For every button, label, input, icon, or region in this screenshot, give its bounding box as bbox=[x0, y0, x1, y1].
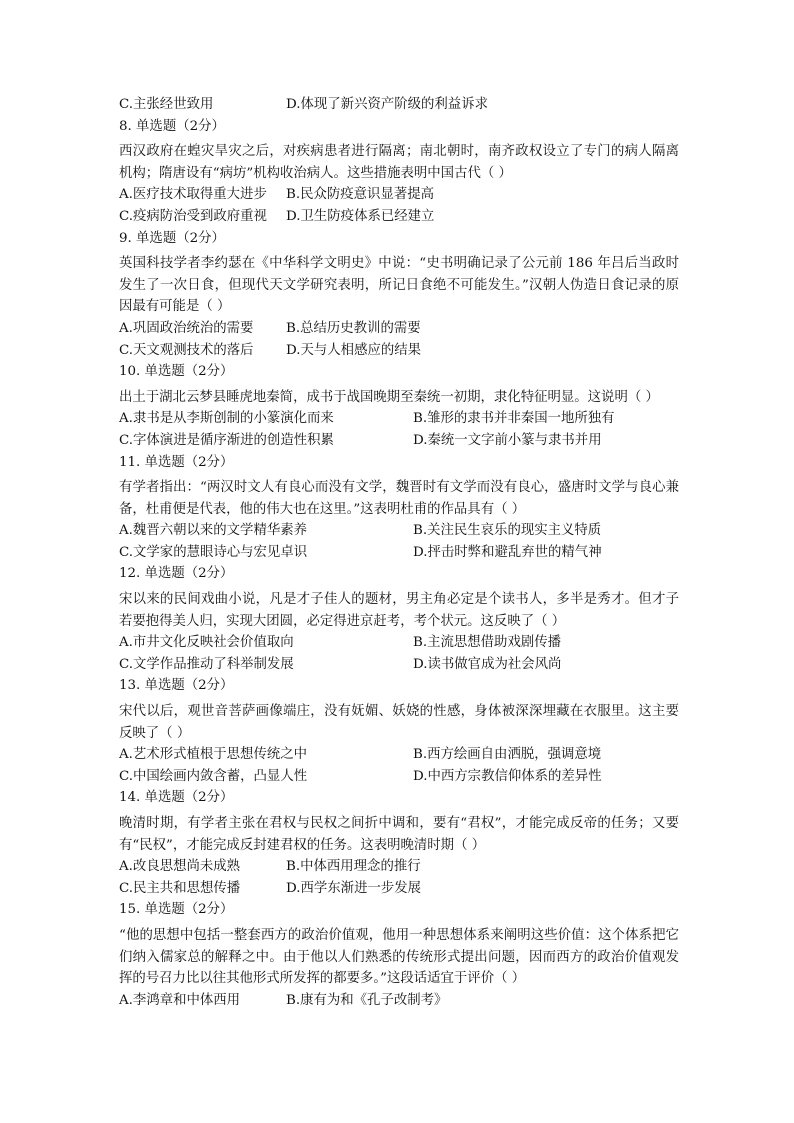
question-12-header: 12. 单选题（2分） bbox=[119, 566, 234, 582]
option-d: D.卫生防疫体系已经建立 bbox=[286, 208, 435, 224]
option-c: C.疫病防治受到政府重视 bbox=[119, 208, 267, 224]
question-11-stem: 有学者指出：“两汉时文人有良心而没有文学，魏晋时有文学而没有良心，盛唐时文学与良心兼备，杜甫便是代表，他的伟大也在这里。”这表明杜甫的作品具有（ ） bbox=[119, 480, 679, 517]
question-8-stem: 西汉政府在蝗灾旱灾之后，对疾病患者进行隔离；南北朝时，南齐政权设立了专门的病人隔离机构；隋唐设有“病坊”机构收治病人。这些措施表明中国古代（ ） bbox=[119, 144, 679, 181]
option-row bbox=[119, 856, 679, 878]
question-15-stem: “他的思想中包括一整套西方的政治价值观，他用一种思想体系来阐明这些价值：这个体系把它们纳入儒家总的解释之中。由于他以人们熟悉的传统形式提出问题，因而西方的政治价值观发挥的号召力比以往其他形式所发挥的都要多。”这段话适宜于评价（ ） bbox=[119, 927, 679, 987]
question-11-header: 11. 单选题（2分） bbox=[119, 454, 234, 470]
option-a: A.市井文化反映社会价值取向 bbox=[119, 635, 294, 651]
option-row bbox=[119, 878, 679, 900]
option-d: D.天与人相感应的结果 bbox=[286, 342, 422, 358]
option-row bbox=[119, 94, 679, 116]
option-row bbox=[119, 408, 679, 430]
question-15-header: 15. 单选题（2分） bbox=[119, 902, 234, 918]
option-c: C.字体演进是循序渐进的创造性积累 bbox=[119, 432, 334, 448]
option-a: A.改良思想尚未成熟 bbox=[119, 859, 241, 875]
option-row bbox=[119, 206, 679, 228]
option-b: B.民众防疫意识显著提高 bbox=[286, 187, 435, 203]
option-row bbox=[119, 318, 679, 340]
option-d: D.西学东渐进一步发展 bbox=[286, 880, 422, 896]
question-10-header: 10. 单选题（2分） bbox=[119, 364, 234, 380]
option-c: C.中国绘画内敛含蓄，凸显人性 bbox=[119, 768, 308, 784]
question-13-header: 13. 单选题（2分） bbox=[119, 678, 234, 694]
question-14-stem: 晚清时期，有学者主张在君权与民权之间折中调和，要有“君权”，才能完成反帝的任务；又要有“民权”，才能完成反封建君权的任务。这表明晚清时期（ ） bbox=[119, 816, 679, 853]
option-d: D.秦统一文字前小篆与隶书并用 bbox=[413, 432, 602, 448]
option-row bbox=[119, 340, 679, 362]
option-a: A.隶书是从李斯创制的小篆演化而来 bbox=[119, 411, 334, 427]
option-row bbox=[119, 766, 679, 788]
question-8-header: 8. 单选题（2分） bbox=[119, 118, 225, 134]
option-c: C.民主共和思想传播 bbox=[119, 880, 241, 896]
option-row bbox=[119, 520, 679, 542]
option-row bbox=[119, 990, 679, 1012]
question-9-header: 9. 单选题（2分） bbox=[119, 230, 225, 246]
question-14-header: 14. 单选题（2分） bbox=[119, 790, 234, 806]
option-b: B.康有为和《孔子改制考》 bbox=[286, 992, 448, 1008]
option-b: B.西方绘画自由洒脱，强调意境 bbox=[413, 747, 602, 763]
option-d: D.抨击时弊和避乱弃世的精气神 bbox=[413, 544, 602, 560]
option-row bbox=[119, 542, 679, 564]
option-b: B.总结历史教训的需要 bbox=[286, 320, 421, 336]
option-d: D.中西方宗教信仰体系的差异性 bbox=[413, 768, 602, 784]
question-13-stem: 宋代以后，观世音菩萨画像端庄，没有妩媚、妖娆的性感，身体被深深埋藏在衣服里。这主要反映了（ ） bbox=[119, 704, 679, 741]
option-a: A.魏晋六朝以来的文学精华素养 bbox=[119, 523, 308, 539]
option-a: A.巩固政治统治的需要 bbox=[119, 320, 254, 336]
question-10-stem: 出土于湖北云梦县睡虎地秦简，成书于战国晚期至秦统一初期，隶化特征明显。这说明（ ） bbox=[119, 389, 659, 405]
option-b: B.中体西用理念的推行 bbox=[286, 859, 421, 875]
option-row bbox=[119, 632, 679, 654]
question-9-stem: 英国科技学者李约瑟在《中华科学文明史》中说：“史书明确记录了公元前 186 年吕后当政时发生了一次日食，但现代天文学研究表明，所记日食绝不可能发生。”汉朝人伪造日食记录的原因最有可能是（ ） bbox=[119, 256, 679, 315]
option-row bbox=[119, 184, 679, 206]
option-b: B.关注民生哀乐的现实主义特质 bbox=[413, 523, 602, 539]
option-c: C.文学家的慧眼诗心与宏见卓识 bbox=[119, 544, 308, 560]
option-a: A.艺术形式植根于思想传统之中 bbox=[119, 747, 308, 763]
exam-content bbox=[119, 94, 679, 1011]
option-d: D.读书做官成为社会风尚 bbox=[413, 656, 562, 672]
option-b: B.主流思想借助戏剧传播 bbox=[413, 635, 562, 651]
option-c: C.天文观测技术的落后 bbox=[119, 342, 254, 358]
option-a: A.医疗技术取得重大进步 bbox=[119, 187, 267, 203]
option-d: D.体现了新兴资产阶级的利益诉求 bbox=[286, 97, 488, 112]
option-b: B.雏形的隶书并非秦国一地所独有 bbox=[413, 411, 615, 427]
question-12-stem: 宋以来的民间戏曲小说，凡是才子佳人的题材，男主角必定是个读书人，多半是秀才。但才子若要抱得美人归，实现大团圆，必定得进京赶考，考个状元。这反映了（ ） bbox=[119, 592, 679, 629]
option-row bbox=[119, 744, 679, 766]
option-a: A.李鸿章和中体西用 bbox=[119, 992, 241, 1008]
option-c: C.文学作品推动了科举制发展 bbox=[119, 656, 294, 672]
option-row bbox=[119, 430, 679, 452]
option-row bbox=[119, 654, 679, 676]
option-c: C.主张经世致用 bbox=[119, 97, 214, 112]
